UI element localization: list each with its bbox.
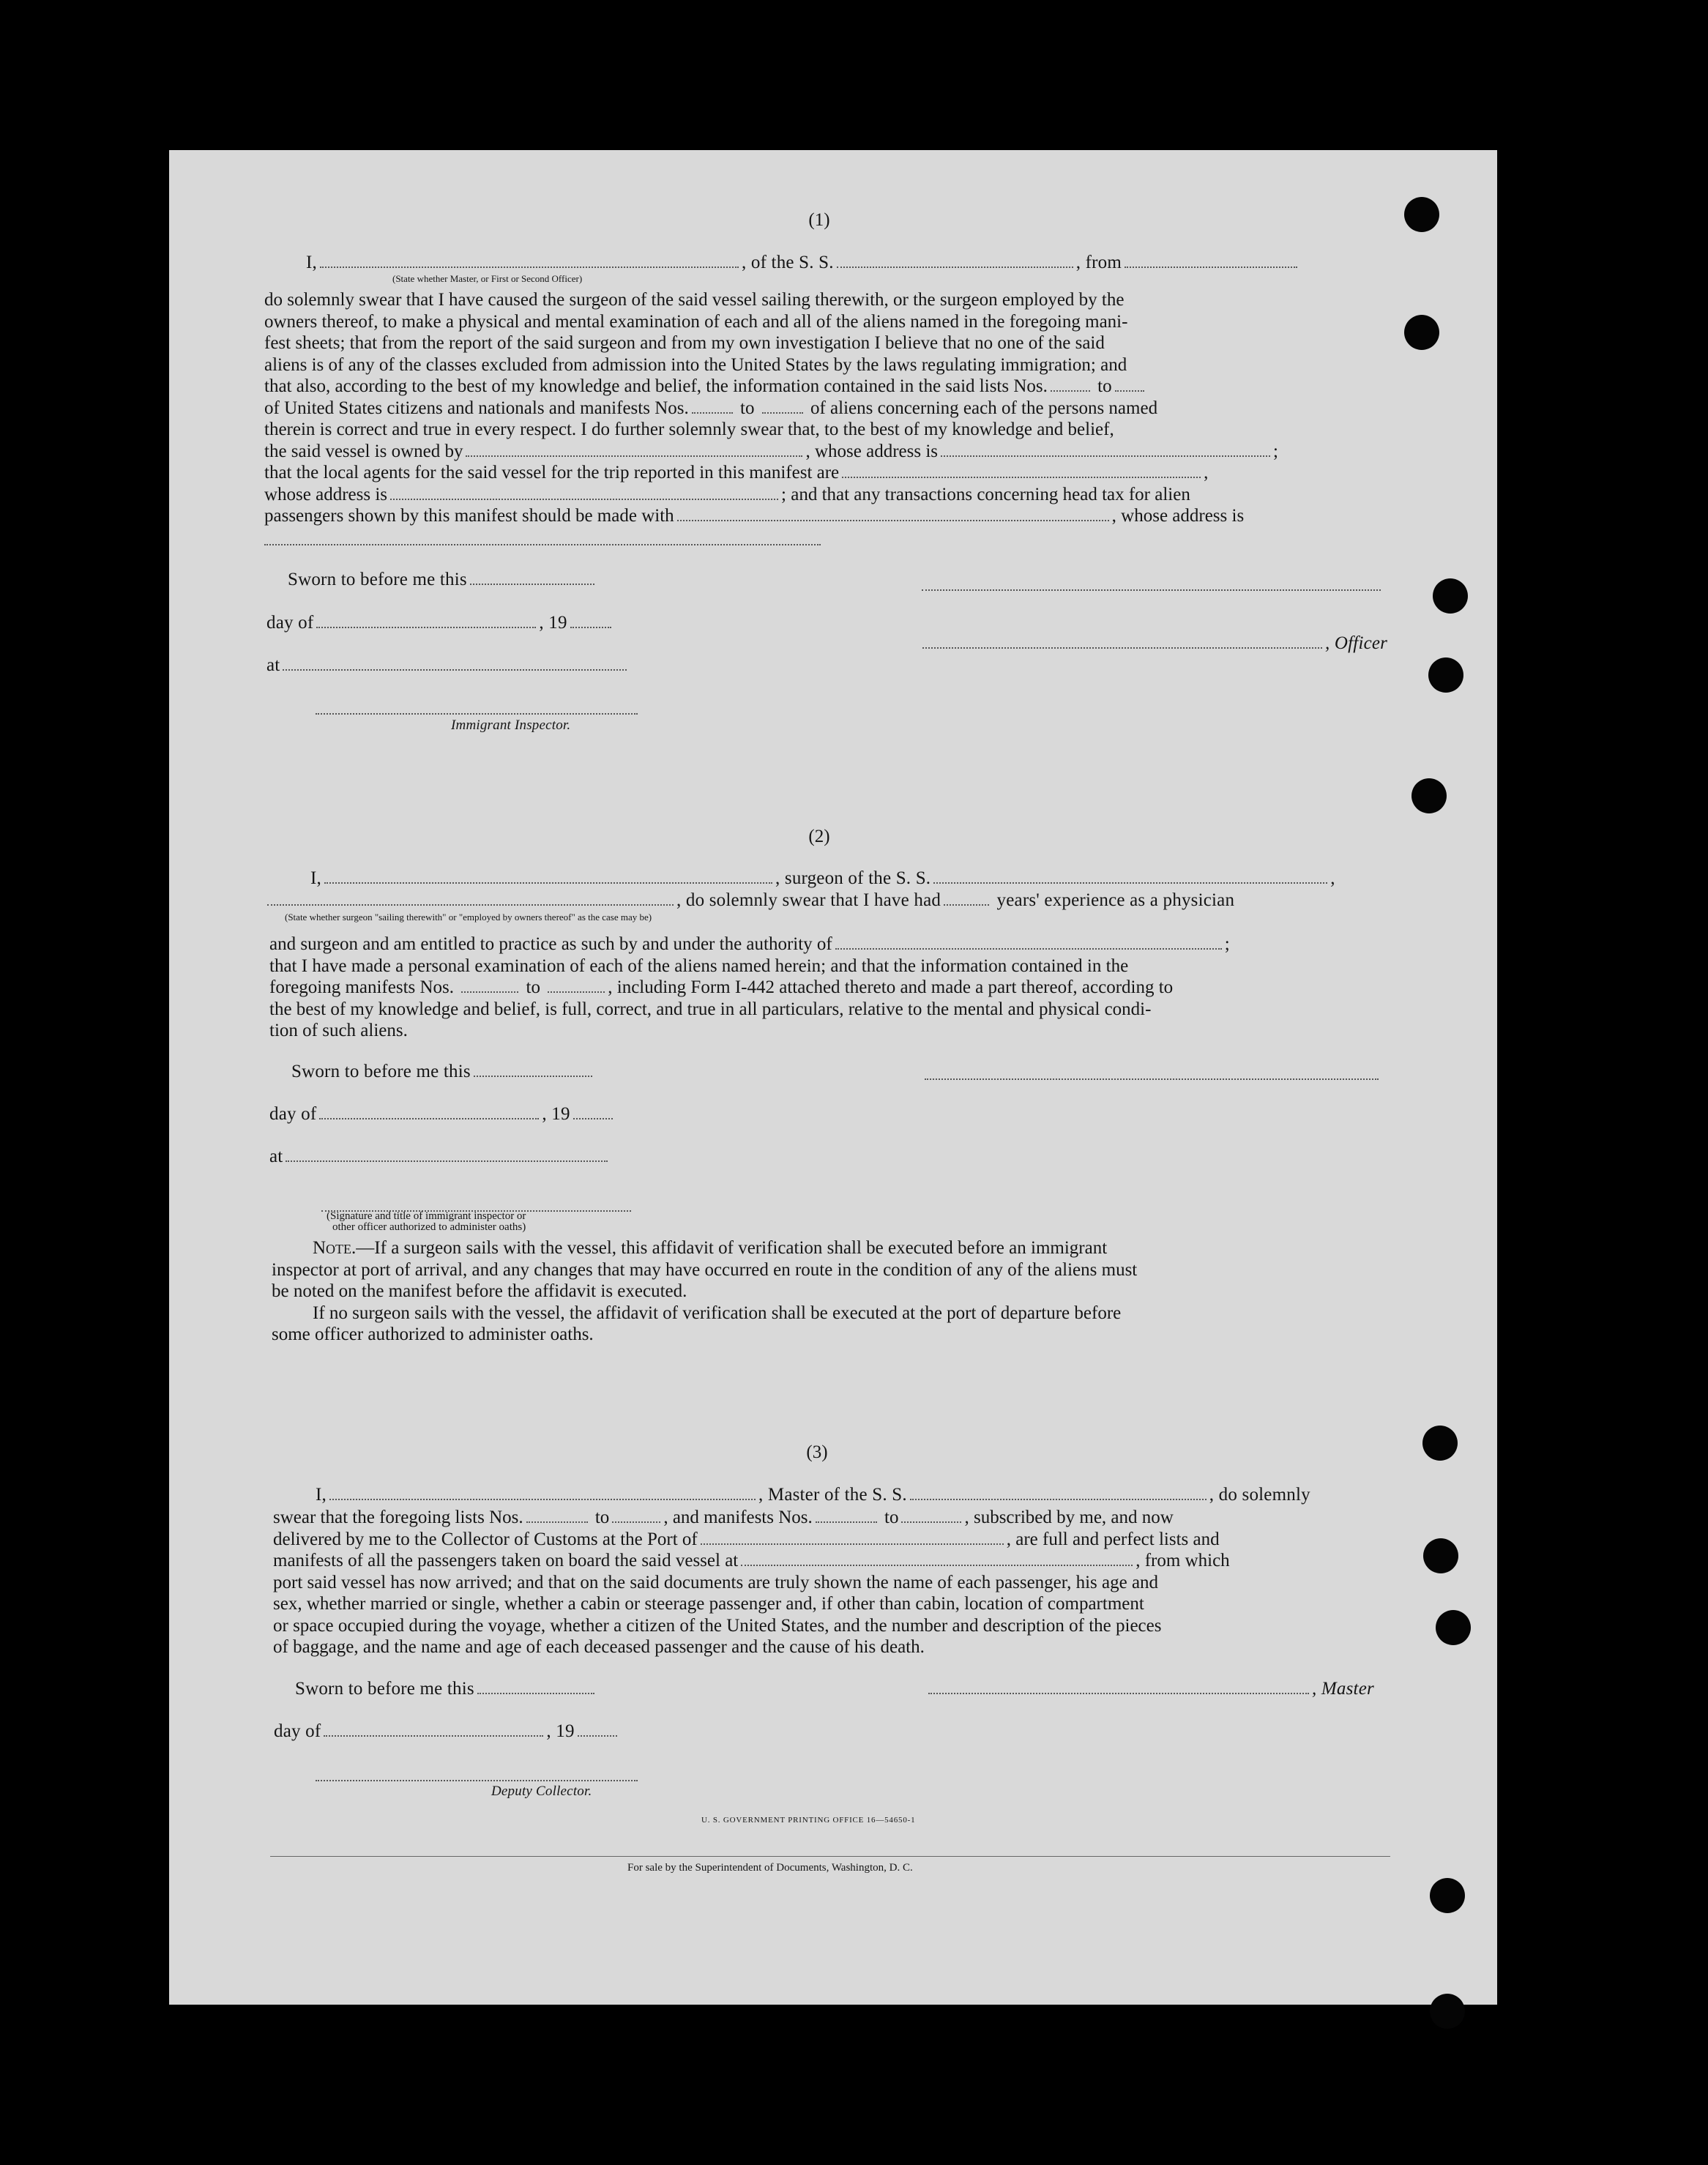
- master-header-line: I, , Master of the S. S. , do solemnly: [316, 1485, 1310, 1505]
- punch-hole: [1430, 1878, 1465, 1913]
- at-line: at: [266, 655, 630, 676]
- surgeon-header-line: I, , surgeon of the S. S. ,: [310, 868, 1335, 888]
- oath-paragraph: do solemnly swear that I have caused the surgeon of the said vessel sailing therewith, or the surgeon employed by the owners thereof, to make a physical and mental examination of each and all of the aliens named in the foregoing mani- fest sheets; that from the report of the said surgeon and from my own investigation I believe that no one of the said aliens is of any of the classes excluded from admission into the United States by the laws regulating immigration; and that also, according to the best of my knowledge and belief, the information contained in the said lists Nos. to of United States citizens and nationals and manifests Nos. to of aliens concerning each of the persons named therein is correct and true in every respect. I do further solemnly swear that, to the best of my knowledge and belief, the said vessel is owned by , whose address is ; that the local agents for the said vessel for the trip reported in this manifest are , whose address is ; and that any transactions concerning head tax for alien passengers shown by this manifest should be made with , whose address is: [264, 290, 1278, 526]
- oath-header-line: [306, 253, 1300, 273]
- punch-hole: [1430, 1994, 1465, 2029]
- i-label: I,: [306, 253, 317, 272]
- manifest-page: [169, 150, 1497, 2005]
- sworn-line: Sworn to before me this: [288, 570, 597, 590]
- punch-hole: [1433, 578, 1468, 614]
- section-number: (3): [806, 1442, 828, 1462]
- footer-rule: [270, 1856, 1390, 1857]
- sworn-line: Sworn to before me this: [295, 1679, 597, 1699]
- inspector-caption: Immigrant Inspector.: [451, 718, 571, 733]
- surgeon-caption: (State whether surgeon "sailing therewith" or "employed by owners thereof" as the case may be): [285, 912, 652, 923]
- note-paragraph: Note.—If a surgeon sails with the vessel, this affidavit of verification shall be executed before an immigrant inspector at port of arrival, and any changes that may have occurred en route in the condition of any of the aliens must be noted on the manifest before the affidavit is executed. If no surgeon sails with the vessel, the affidavit of verification shall be executed at the port of departure before some officer authorized to administer oaths.: [272, 1238, 1138, 1344]
- at-line: at: [269, 1147, 611, 1167]
- master-paragraph: swear that the foregoing lists Nos. to , and manifests Nos. to , subscribed by me, and now delivered by me to the Collector of Customs at the Port of , are full and perfect lists and manifests of all the passengers taken on board the said vessel at , from which port said vessel has now arrived; and that on the said documents are truly shown the name of each passenger, his age and sex, whether married or single, whether a cabin or steerage passenger and, if other than cabin, location of compartment or space occupied during the voyage, whether a citizen of the United States, and the number and description of the pieces of baggage, and the name and age of each deceased passenger and the cause of his death.: [273, 1508, 1230, 1657]
- surgeon-swear-line: , do solemnly swear that I have had years' experience as a physician: [264, 890, 1234, 911]
- printing-office-line: U. S. GOVERNMENT PRINTING OFFICE 16—54650-1: [701, 1816, 916, 1825]
- day-of-line: day of , 19: [266, 613, 614, 633]
- day-of-line: day of , 19: [269, 1104, 616, 1125]
- master-signature-line: , Master: [925, 1679, 1374, 1699]
- punch-hole: [1422, 1426, 1458, 1461]
- punch-hole: [1436, 1610, 1471, 1645]
- rank-caption: (State whether Master, or First or Second Officer): [392, 273, 583, 284]
- signature-caption: other officer authorized to administer oaths): [332, 1221, 526, 1233]
- punch-hole: [1423, 1538, 1458, 1573]
- officer-line: , Officer: [920, 633, 1387, 654]
- for-sale-line: For sale by the Superintendent of Documents, Washington, D. C.: [627, 1862, 913, 1874]
- signature-caption: (Signature and title of immigrant inspector or: [327, 1210, 526, 1222]
- punch-hole: [1404, 197, 1439, 232]
- punch-hole: [1411, 778, 1447, 813]
- of-ss-label: , of the S. S.: [741, 253, 834, 272]
- section-number: (1): [808, 210, 830, 230]
- surgeon-paragraph: and surgeon and am entitled to practice as such by and under the authority of ; that I have made a personal examination of each of the aliens named herein; and that the information contained in the foregoing manifests Nos. to , including Form I-442 attached thereto and made a part thereof, according to the best of my knowledge and belief, is full, correct, and true in all particulars, relative to the mental and physical condi- tion of such aliens.: [269, 934, 1230, 1040]
- sworn-line: Sworn to before me this: [291, 1062, 595, 1082]
- section-number: (2): [808, 827, 830, 846]
- collector-caption: Deputy Collector.: [491, 1784, 592, 1799]
- punch-hole: [1428, 657, 1463, 693]
- from-label: , from: [1075, 253, 1122, 272]
- day-of-line: day of , 19: [274, 1721, 620, 1742]
